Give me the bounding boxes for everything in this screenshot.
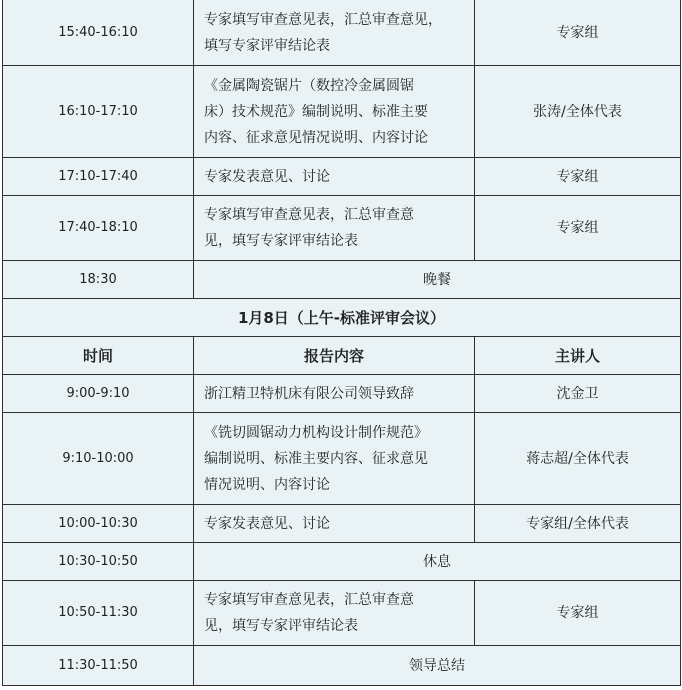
table-row	[3, 196, 681, 261]
merged-cell: 晚餐	[194, 261, 681, 299]
column-header-row	[3, 337, 681, 375]
speaker-cell: 专家组	[475, 196, 681, 261]
table-row	[3, 261, 681, 299]
time-cell: 10:00-10:30	[3, 505, 194, 543]
content-cell: 专家填写审查意见表，汇总审查意 见，填写专家评审结论表	[194, 581, 475, 646]
table-row	[3, 543, 681, 581]
speaker-cell: 专家组	[475, 0, 681, 66]
time-cell: 17:40-18:10	[3, 196, 194, 261]
time-cell: 10:30-10:50	[3, 543, 194, 581]
time-cell: 9:00-9:10	[3, 375, 194, 413]
speaker-cell: 专家组	[475, 158, 681, 196]
time-cell: 10:50-11:30	[3, 581, 194, 646]
content-cell: 专家发表意见、讨论	[194, 505, 475, 543]
table-row	[3, 646, 681, 686]
content-cell: 《金属陶瓷锯片（数控冷金属圆锯 床）技术规范》编制说明、标准主要 内容、征求意见情况说明、内容讨论	[194, 66, 475, 158]
speaker-cell: 沈金卫	[475, 375, 681, 413]
time-cell: 16:10-17:10	[3, 66, 194, 158]
table-row	[3, 413, 681, 505]
table-row	[3, 375, 681, 413]
speaker-cell: 蒋志超/全体代表	[475, 413, 681, 505]
content-cell: 专家填写审查意见表，汇总审查意 见，填写专家评审结论表	[194, 196, 475, 261]
speaker-cell: 专家组/全体代表	[475, 505, 681, 543]
content-cell: 《铣切圆锯动力机构设计制作规范》 编制说明、标准主要内容、征求意见 情况说明、内容讨论	[194, 413, 475, 505]
content-cell: 专家填写审查意见表，汇总审查意见， 填写专家评审结论表	[194, 0, 475, 66]
speaker-cell: 专家组	[475, 581, 681, 646]
time-cell: 15:40-16:10	[3, 0, 194, 66]
column-header-time: 时间	[3, 337, 194, 375]
column-header-content: 报告内容	[194, 337, 475, 375]
content-cell: 浙江精卫特机床有限公司领导致辞	[194, 375, 475, 413]
time-cell: 11:30-11:50	[3, 646, 194, 686]
time-cell: 17:10-17:40	[3, 158, 194, 196]
table-row	[3, 66, 681, 158]
merged-cell: 领导总结	[194, 646, 681, 686]
table-row	[3, 0, 681, 66]
merged-cell: 休息	[194, 543, 681, 581]
schedule-table	[2, 0, 681, 686]
speaker-cell: 张涛/全体代表	[475, 66, 681, 158]
column-header-speaker: 主讲人	[475, 337, 681, 375]
time-cell: 18:30	[3, 261, 194, 299]
table-row	[3, 505, 681, 543]
day-header: 1月8日（上午-标准评审会议）	[3, 299, 681, 337]
table-row	[3, 581, 681, 646]
time-cell: 9:10-10:00	[3, 413, 194, 505]
content-cell: 专家发表意见、讨论	[194, 158, 475, 196]
table-row	[3, 158, 681, 196]
day-header-row	[3, 299, 681, 337]
